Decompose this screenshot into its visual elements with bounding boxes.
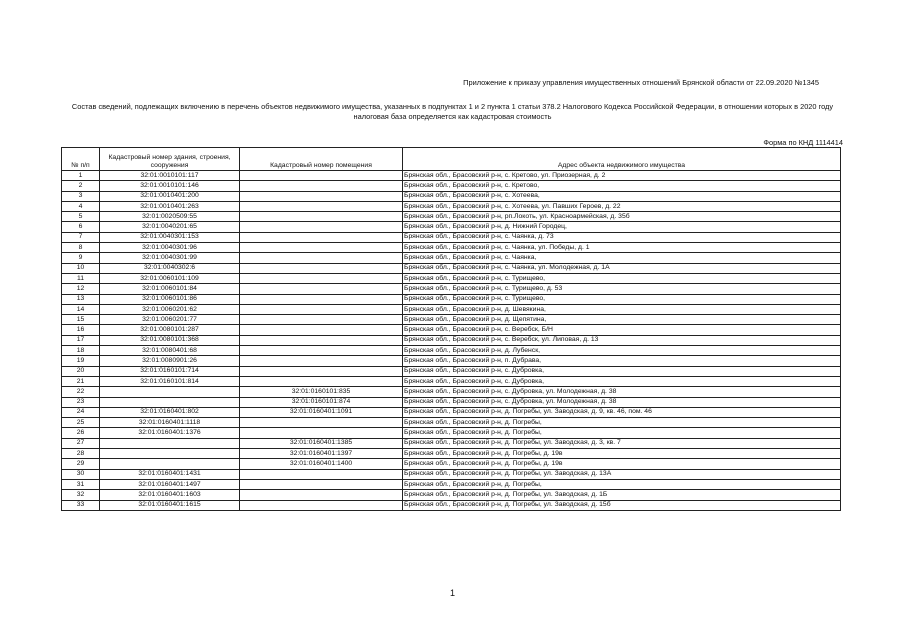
row-number: 27 <box>62 438 100 448</box>
room-cadastral-number: 32:01:0160401:1400 <box>240 459 403 469</box>
address-cell: Брянская обл., Брасовский р-н, д. Щепятина, <box>403 315 841 325</box>
building-cadastral-number: 32:01:0060101:109 <box>100 273 240 283</box>
room-cadastral-number <box>240 490 403 500</box>
room-cadastral-number <box>240 253 403 263</box>
table-row <box>62 273 841 283</box>
property-table <box>61 147 841 511</box>
row-number: 10 <box>62 263 100 273</box>
building-cadastral-number: 32:01:0040301:96 <box>100 243 240 253</box>
building-cadastral-number: 32:01:0160401:1431 <box>100 469 240 479</box>
address-cell: Брянская обл., Брасовский р-н, с. Веребск, Б/Н <box>403 325 841 335</box>
room-cadastral-number <box>240 469 403 479</box>
room-cadastral-number <box>240 294 403 304</box>
building-cadastral-number <box>100 438 240 448</box>
address-cell: Брянская обл., Брасовский р-н, п. Дубрава, <box>403 356 841 366</box>
room-cadastral-number <box>240 376 403 386</box>
row-number: 18 <box>62 346 100 356</box>
address-cell: Брянская обл., Брасовский р-н, с. Чаянка, ул. Молодежная, д. 1А <box>403 263 841 273</box>
room-cadastral-number <box>240 273 403 283</box>
row-number: 33 <box>62 500 100 510</box>
table-row <box>62 222 841 232</box>
room-cadastral-number <box>240 304 403 314</box>
row-number: 13 <box>62 294 100 304</box>
row-number: 15 <box>62 315 100 325</box>
table-row <box>62 459 841 469</box>
room-cadastral-number <box>240 191 403 201</box>
room-cadastral-number <box>240 479 403 489</box>
address-cell: Брянская обл., Брасовский р-н, с. Хотеева, <box>403 191 841 201</box>
room-cadastral-number <box>240 171 403 181</box>
building-cadastral-number: 32:01:0160401:1118 <box>100 418 240 428</box>
room-cadastral-number: 32:01:0160101:874 <box>240 397 403 407</box>
room-cadastral-number <box>240 428 403 438</box>
room-cadastral-number <box>240 181 403 191</box>
building-cadastral-number: 32:01:0160401:1497 <box>100 479 240 489</box>
table-row <box>62 428 841 438</box>
room-cadastral-number: 32:01:0160401:1091 <box>240 407 403 417</box>
table-body <box>62 171 841 511</box>
row-number: 19 <box>62 356 100 366</box>
room-cadastral-number <box>240 346 403 356</box>
row-number: 9 <box>62 253 100 263</box>
row-number: 3 <box>62 191 100 201</box>
room-cadastral-number <box>240 356 403 366</box>
row-number: 6 <box>62 222 100 232</box>
table-row <box>62 315 841 325</box>
table-row <box>62 449 841 459</box>
building-cadastral-number: 32:01:0040201:65 <box>100 222 240 232</box>
table-row <box>62 387 841 397</box>
table-row <box>62 479 841 489</box>
address-cell: Брянская обл., Брасовский р-н, с. Турищево, <box>403 273 841 283</box>
room-cadastral-number <box>240 232 403 242</box>
table-row <box>62 212 841 222</box>
address-cell: Брянская обл., Брасовский р-н, с. Дубровка, <box>403 376 841 386</box>
room-cadastral-number <box>240 243 403 253</box>
row-number: 14 <box>62 304 100 314</box>
room-cadastral-number <box>240 418 403 428</box>
row-number: 17 <box>62 335 100 345</box>
row-number: 8 <box>62 243 100 253</box>
table-row <box>62 500 841 510</box>
table-row <box>62 191 841 201</box>
address-cell: Брянская обл., Брасовский р-н, д. Погребы, ул. Заводская, д. 3, кв. 7 <box>403 438 841 448</box>
building-cadastral-number: 32:01:0010401:263 <box>100 201 240 211</box>
table-row <box>62 171 841 181</box>
table-row <box>62 490 841 500</box>
building-cadastral-number: 32:01:0080101:368 <box>100 335 240 345</box>
table-row <box>62 294 841 304</box>
row-number: 22 <box>62 387 100 397</box>
address-cell: Брянская обл., Брасовский р-н, с. Кретово, <box>403 181 841 191</box>
building-cadastral-number: 32:01:0160101:714 <box>100 366 240 376</box>
address-cell: Брянская обл., Брасовский р-н, с. Веребск, ул. Липовая, д. 13 <box>403 335 841 345</box>
row-number: 1 <box>62 171 100 181</box>
building-cadastral-number: 32:01:0160401:1376 <box>100 428 240 438</box>
building-cadastral-number: 32:01:0080101:287 <box>100 325 240 335</box>
table-header <box>62 148 841 171</box>
building-cadastral-number: 32:01:0160401:802 <box>100 407 240 417</box>
building-cadastral-number: 32:01:0160401:1603 <box>100 490 240 500</box>
building-cadastral-number: 32:01:0040301:99 <box>100 253 240 263</box>
room-cadastral-number <box>240 222 403 232</box>
address-cell: Брянская обл., Брасовский р-н, с. Хотеева, ул. Павших Героев, д. 22 <box>403 201 841 211</box>
building-cadastral-number: 32:01:0020509:55 <box>100 212 240 222</box>
table-row <box>62 284 841 294</box>
row-number: 4 <box>62 201 100 211</box>
address-cell: Брянская обл., Брасовский р-н, с. Дубровка, ул. Молодежная, д. 38 <box>403 397 841 407</box>
table-row <box>62 325 841 335</box>
building-cadastral-number: 32:01:0060101:84 <box>100 284 240 294</box>
table-row <box>62 201 841 211</box>
address-cell: Брянская обл., Брасовский р-н, с. Дубровка, ул. Молодежная, д. 38 <box>403 387 841 397</box>
table-row <box>62 407 841 417</box>
address-cell: Брянская обл., Брасовский р-н, с. Чаянка, ул. Победы, д. 1 <box>403 243 841 253</box>
building-cadastral-number: 32:01:0040302:6 <box>100 263 240 273</box>
address-cell: Брянская обл., Брасовский р-н, д. Погребы, ул. Заводская, д. 1Б <box>403 490 841 500</box>
form-code: Форма по КНД 1114414 <box>763 138 843 147</box>
address-cell: Брянская обл., Брасовский р-н, д. Погребы, <box>403 418 841 428</box>
row-number: 12 <box>62 284 100 294</box>
row-number: 30 <box>62 469 100 479</box>
building-cadastral-number: 32:01:0010401:200 <box>100 191 240 201</box>
table-row <box>62 253 841 263</box>
room-cadastral-number: 32:01:0160101:835 <box>240 387 403 397</box>
address-cell: Брянская обл., Брасовский р-н, д. Шевякина, <box>403 304 841 314</box>
address-cell: Брянская обл., Брасовский р-н, д. Погребы, ул. Заводская, д. 9, кв. 46, пом. 46 <box>403 407 841 417</box>
address-cell: Брянская обл., Брасовский р-н, д. Погребы, <box>403 428 841 438</box>
address-cell: Брянская обл., Брасовский р-н, д. Погребы, <box>403 479 841 489</box>
room-cadastral-number: 32:01:0160401:1385 <box>240 438 403 448</box>
table-row <box>62 346 841 356</box>
address-cell: Брянская обл., Брасовский р-н, рп.Локоть, ул. Красноармейская, д. 35б <box>403 212 841 222</box>
address-cell: Брянская обл., Брасовский р-н, с. Турищево, <box>403 294 841 304</box>
row-number: 24 <box>62 407 100 417</box>
building-cadastral-number: 32:01:0040301:153 <box>100 232 240 242</box>
row-number: 31 <box>62 479 100 489</box>
row-number: 20 <box>62 366 100 376</box>
table-row <box>62 263 841 273</box>
room-cadastral-number <box>240 284 403 294</box>
table-row <box>62 418 841 428</box>
column-header-address: Адрес объекта недвижимого имущества <box>403 148 841 171</box>
table-row <box>62 304 841 314</box>
row-number: 21 <box>62 376 100 386</box>
address-cell: Брянская обл., Брасовский р-н, д. Погребы, ул. Заводская, д. 13А <box>403 469 841 479</box>
row-number: 2 <box>62 181 100 191</box>
address-cell: Брянская обл., Брасовский р-н, с. Кретово, ул. Приозерная, д. 2 <box>403 171 841 181</box>
room-cadastral-number <box>240 263 403 273</box>
table-row <box>62 181 841 191</box>
document-title: Состав сведений, подлежащих включению в перечень объектов недвижимого имущества, указанных в подпунктах 1 и 2 пункта 1 статьи 378.2 Налогового Кодекса Российской Федерации, в отношении которых в 2020 году налоговая база определяется как кадастровая стоимость <box>71 102 834 121</box>
building-cadastral-number <box>100 387 240 397</box>
address-cell: Брянская обл., Брасовский р-н, с. Чаянка, д. 73 <box>403 232 841 242</box>
building-cadastral-number: 32:01:0060201:62 <box>100 304 240 314</box>
row-number: 5 <box>62 212 100 222</box>
building-cadastral-number: 32:01:0010101:146 <box>100 181 240 191</box>
building-cadastral-number: 32:01:0080401:68 <box>100 346 240 356</box>
address-cell: Брянская обл., Брасовский р-н, с. Чаянка, <box>403 253 841 263</box>
building-cadastral-number: 32:01:0160101:814 <box>100 376 240 386</box>
address-cell: Брянская обл., Брасовский р-н, с. Турищево, д. 53 <box>403 284 841 294</box>
row-number: 23 <box>62 397 100 407</box>
row-number: 29 <box>62 459 100 469</box>
table-row <box>62 356 841 366</box>
address-cell: Брянская обл., Брасовский р-н, д. Лубенск, <box>403 346 841 356</box>
room-cadastral-number <box>240 366 403 376</box>
row-number: 26 <box>62 428 100 438</box>
row-number: 25 <box>62 418 100 428</box>
table-row <box>62 469 841 479</box>
building-cadastral-number: 32:01:0080901:26 <box>100 356 240 366</box>
table-row <box>62 397 841 407</box>
room-cadastral-number <box>240 500 403 510</box>
appendix-line: Приложение к приказу управления имущественных отношений Брянской области от 22.09.2020 №1345 <box>463 78 819 87</box>
building-cadastral-number: 32:01:0060201:77 <box>100 315 240 325</box>
building-cadastral-number <box>100 459 240 469</box>
building-cadastral-number: 32:01:0160401:1615 <box>100 500 240 510</box>
row-number: 7 <box>62 232 100 242</box>
row-number: 16 <box>62 325 100 335</box>
address-cell: Брянская обл., Брасовский р-н, д. Погребы, ул. Заводская, д. 15б <box>403 500 841 510</box>
building-cadastral-number <box>100 397 240 407</box>
page-number: 1 <box>449 588 455 598</box>
table-row <box>62 366 841 376</box>
row-number: 32 <box>62 490 100 500</box>
table-row <box>62 335 841 345</box>
table-row <box>62 438 841 448</box>
row-number: 28 <box>62 449 100 459</box>
table-row <box>62 376 841 386</box>
address-cell: Брянская обл., Брасовский р-н, с. Дубровка, <box>403 366 841 376</box>
table-row <box>62 232 841 242</box>
building-cadastral-number: 32:01:0060101:86 <box>100 294 240 304</box>
room-cadastral-number <box>240 335 403 345</box>
building-cadastral-number: 32:01:0010101:117 <box>100 171 240 181</box>
room-cadastral-number: 32:01:0160401:1397 <box>240 449 403 459</box>
address-cell: Брянская обл., Брасовский р-н, д. Нижний Городец, <box>403 222 841 232</box>
table-row <box>62 243 841 253</box>
room-cadastral-number <box>240 315 403 325</box>
column-header-building-cadastral: Кадастровый номер здания, строения, сооружения <box>100 148 240 171</box>
room-cadastral-number <box>240 201 403 211</box>
column-header-room-cadastral: Кадастровый номер помещения <box>240 148 403 171</box>
address-cell: Брянская обл., Брасовский р-н, д. Погребы, д. 19в <box>403 449 841 459</box>
room-cadastral-number <box>240 325 403 335</box>
column-header-number: № п/п <box>62 148 100 171</box>
room-cadastral-number <box>240 212 403 222</box>
row-number: 11 <box>62 273 100 283</box>
building-cadastral-number <box>100 449 240 459</box>
address-cell: Брянская обл., Брасовский р-н, д. Погребы, д. 19в <box>403 459 841 469</box>
